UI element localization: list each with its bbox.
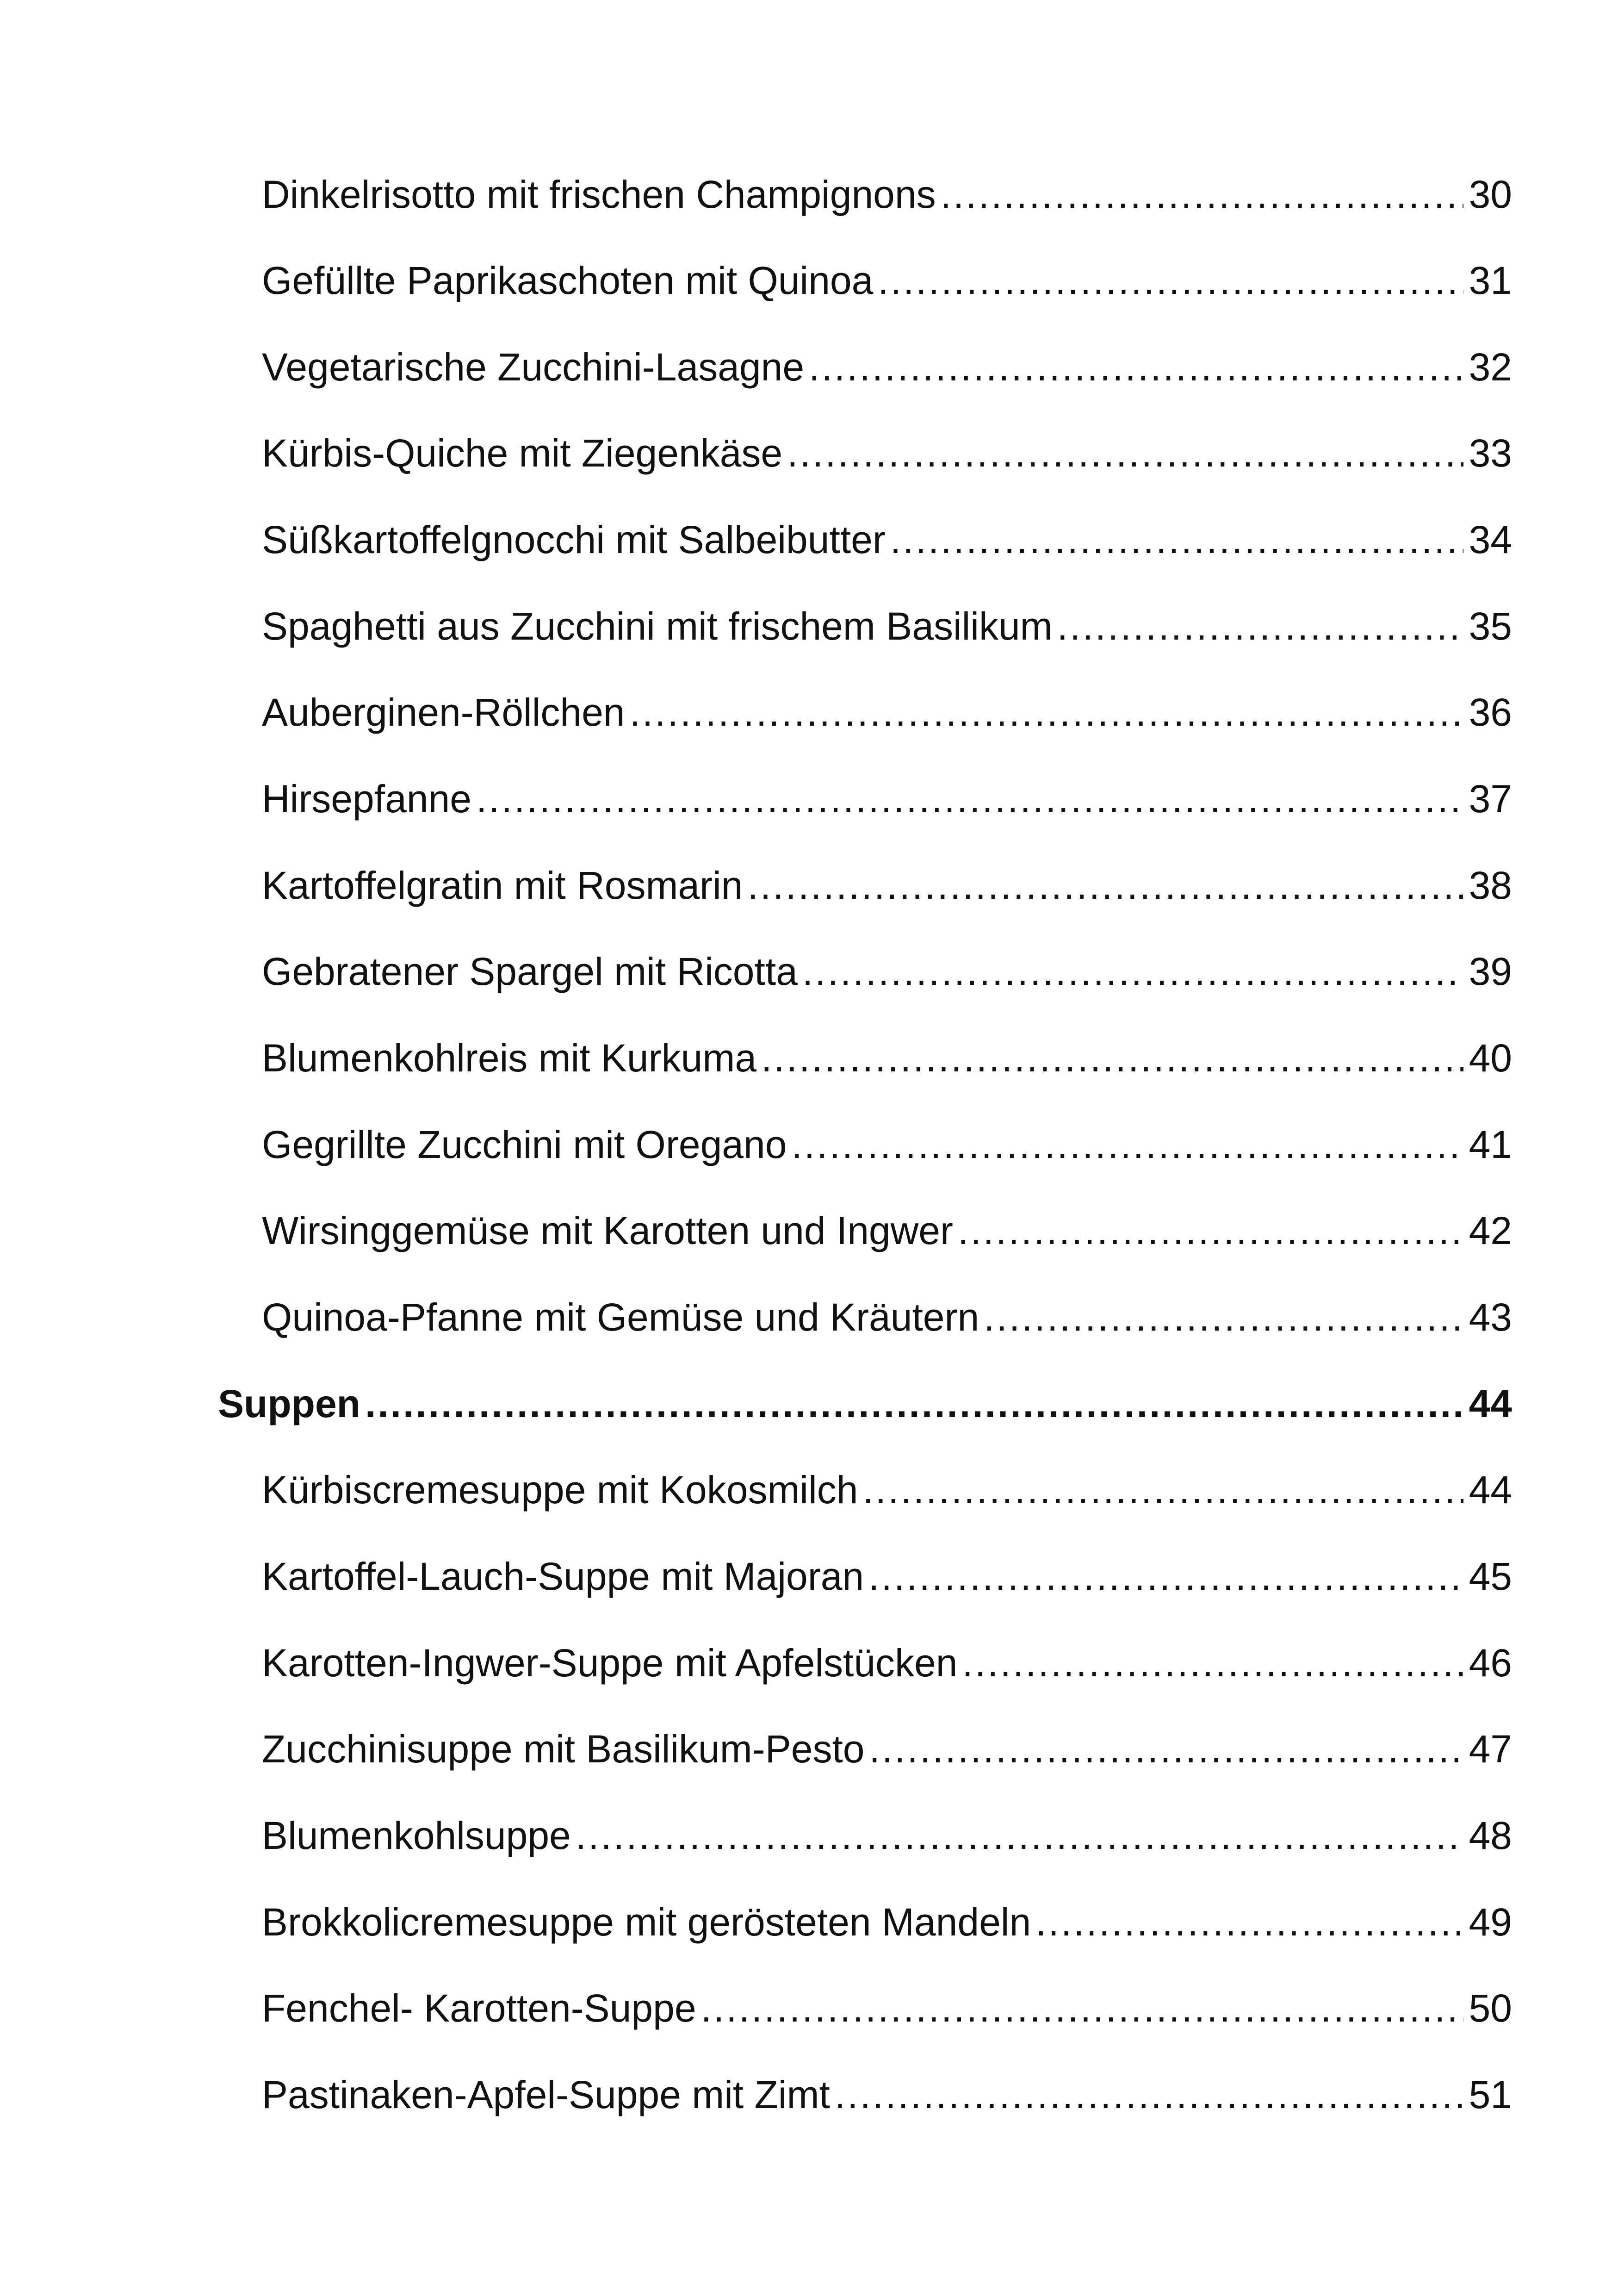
toc-dot-leader — [365, 1374, 1463, 1434]
toc-entry-title: Vegetarische Zucchini-Lasagne — [262, 345, 805, 389]
toc-dot-leader — [761, 1028, 1463, 1088]
toc-entry[interactable] — [262, 1028, 1512, 1088]
toc-entry-page: 39 — [1469, 950, 1512, 993]
toc-entry-title: Kartoffelgratin mit Rosmarin — [262, 864, 743, 907]
toc-dot-leader — [984, 1287, 1463, 1347]
toc-entry-title: Karotten-Ingwer-Suppe mit Apfelstücken — [262, 1641, 958, 1685]
toc-entry-title: Kürbiscremesuppe mit Kokosmilch — [262, 1468, 858, 1512]
toc-entry[interactable] — [262, 855, 1512, 915]
toc-entry-page: 31 — [1469, 259, 1512, 302]
toc-dot-leader — [941, 164, 1463, 224]
toc-dot-leader — [701, 1978, 1463, 2038]
toc-entry-title: Gebratener Spargel mit Ricotta — [262, 950, 798, 993]
toc-entry[interactable] — [262, 2065, 1512, 2125]
toc-entry[interactable] — [262, 682, 1512, 742]
toc-chapter-entry[interactable] — [218, 1374, 1512, 1434]
toc-entry-page: 34 — [1469, 518, 1512, 561]
toc-dot-leader — [791, 1114, 1463, 1175]
toc-entry-page: 42 — [1469, 1209, 1512, 1252]
toc-entry[interactable] — [262, 1633, 1512, 1693]
toc-entry[interactable] — [262, 1114, 1512, 1175]
toc-entry-page: 33 — [1469, 431, 1512, 475]
toc-entry[interactable] — [262, 1546, 1512, 1606]
toc-dot-leader — [1057, 596, 1463, 656]
toc-entry-title: Hirsepfanne — [262, 777, 471, 821]
toc-entry-page: 50 — [1469, 1986, 1512, 2030]
toc-entry-title: Fenchel- Karotten-Suppe — [262, 1986, 696, 2030]
toc-entry[interactable] — [262, 1287, 1512, 1347]
toc-entry[interactable] — [262, 510, 1512, 570]
toc-dot-leader — [748, 855, 1463, 915]
toc-chapter-title: Suppen — [218, 1382, 360, 1425]
toc-dot-leader — [835, 2065, 1463, 2125]
toc-entry[interactable] — [262, 769, 1512, 829]
toc-entry[interactable] — [262, 423, 1512, 483]
toc-entry-page: 48 — [1469, 1814, 1512, 1857]
toc-entry-title: Spaghetti aus Zucchini mit frischem Basilikum — [262, 604, 1053, 648]
toc-entry[interactable] — [262, 1805, 1512, 1866]
toc-entry-title: Wirsinggemüse mit Karotten und Ingwer — [262, 1209, 953, 1252]
toc-dot-leader — [890, 510, 1463, 570]
toc-entry[interactable] — [262, 337, 1512, 397]
toc-dot-leader — [809, 337, 1463, 397]
toc-entry[interactable] — [262, 941, 1512, 1002]
toc-entry[interactable] — [262, 1460, 1512, 1520]
toc-entry-title: Dinkelrisotto mit frischen Champignons — [262, 173, 936, 216]
toc-entry-title: Gegrillte Zucchini mit Oregano — [262, 1123, 787, 1166]
toc-entry-title: Auberginen-Röllchen — [262, 691, 625, 734]
toc-entry[interactable] — [262, 250, 1512, 311]
toc-entry-page: 35 — [1469, 604, 1512, 648]
toc-dot-leader — [962, 1633, 1463, 1693]
toc-entry[interactable] — [262, 1201, 1512, 1261]
toc-dot-leader — [787, 423, 1463, 483]
toc-dot-leader — [958, 1201, 1463, 1261]
toc-entry-page: 47 — [1469, 1727, 1512, 1771]
toc-entry-title: Pastinaken-Apfel-Suppe mit Zimt — [262, 2073, 830, 2116]
toc-entry-page: 51 — [1469, 2073, 1512, 2116]
toc-dot-leader — [802, 941, 1463, 1002]
toc-entry[interactable] — [262, 164, 1512, 224]
toc-entry-title: Süßkartoffelgnocchi mit Salbeibutter — [262, 518, 886, 561]
toc-entry-page: 36 — [1469, 691, 1512, 734]
toc-entry-title: Kartoffel-Lauch-Suppe mit Majoran — [262, 1555, 864, 1598]
toc-entry[interactable] — [262, 1892, 1512, 1952]
toc-entry-page: 38 — [1469, 864, 1512, 907]
toc-dot-leader — [869, 1719, 1463, 1779]
toc-entry-page: 46 — [1469, 1641, 1512, 1685]
toc-entry-page: 40 — [1469, 1036, 1512, 1080]
toc-entry-page: 43 — [1469, 1295, 1512, 1339]
toc-entry-title: Quinoa-Pfanne mit Gemüse und Kräutern — [262, 1295, 979, 1339]
toc-entry-title: Gefüllte Paprikaschoten mit Quinoa — [262, 259, 874, 302]
toc-dot-leader — [1035, 1892, 1463, 1952]
toc-dot-leader — [862, 1460, 1463, 1520]
toc-entry-title: Kürbis-Quiche mit Ziegenkäse — [262, 431, 783, 475]
toc-dot-leader — [878, 250, 1463, 311]
toc-entry-page: 44 — [1469, 1468, 1512, 1512]
toc-entry-page: 45 — [1469, 1555, 1512, 1598]
toc-dot-leader — [868, 1546, 1463, 1606]
toc-dot-leader — [576, 1805, 1463, 1866]
toc-entry-title: Brokkolicremesuppe mit gerösteten Mandeln — [262, 1900, 1031, 1944]
toc-entry[interactable] — [262, 596, 1512, 656]
toc-dot-leader — [630, 682, 1463, 742]
toc-dot-leader — [476, 769, 1463, 829]
toc-entry-page: 30 — [1469, 173, 1512, 216]
toc-entry-title: Zucchinisuppe mit Basilikum-Pesto — [262, 1727, 865, 1771]
toc-entry-page: 37 — [1469, 777, 1512, 821]
toc-entry-page: 32 — [1469, 345, 1512, 389]
toc-entry-page: 49 — [1469, 1900, 1512, 1944]
toc-entry[interactable] — [262, 1978, 1512, 2038]
toc-entry-page: 41 — [1469, 1123, 1512, 1166]
toc-entry-title: Blumenkohlreis mit Kurkuma — [262, 1036, 757, 1080]
toc-entry[interactable] — [262, 1719, 1512, 1779]
toc-chapter-page: 44 — [1469, 1382, 1512, 1425]
toc-entry-title: Blumenkohlsuppe — [262, 1814, 571, 1857]
